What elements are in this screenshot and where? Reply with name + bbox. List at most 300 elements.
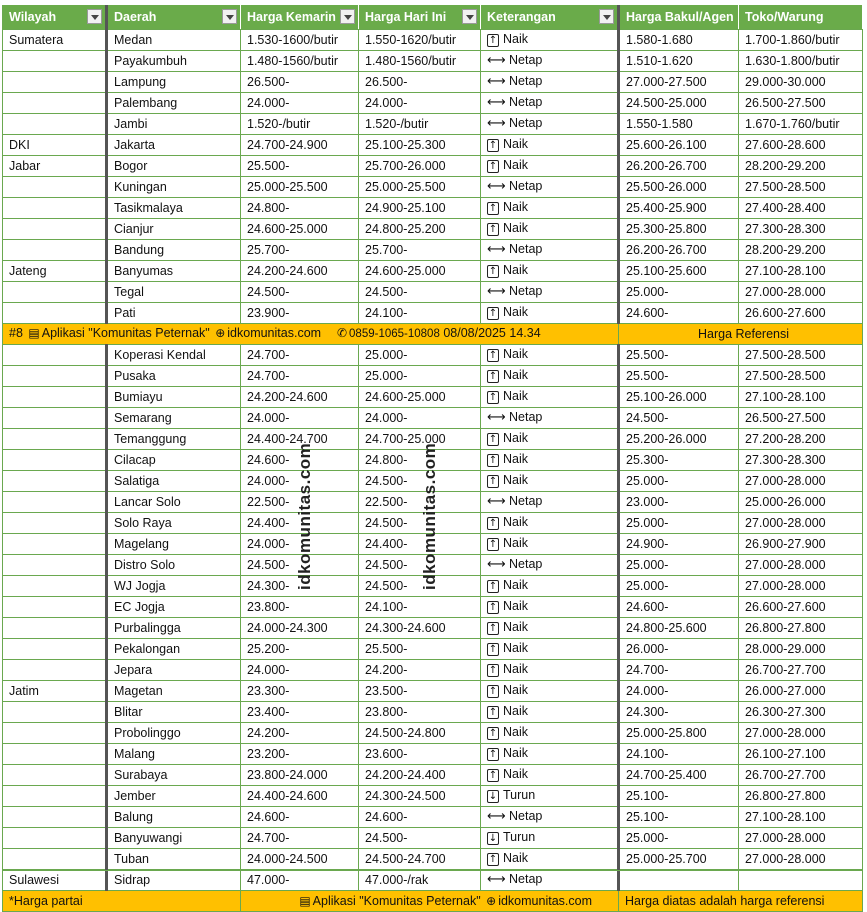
cell-daerah: Tuban [107,849,241,870]
column-header-wilayah[interactable]: Wilayah [3,5,107,30]
cell-keterangan [481,534,619,555]
cell-harga-agen: 1.550-1.580 [619,114,739,135]
table-row [3,681,863,702]
cell-daerah: Jakarta [107,135,241,156]
cell-keterangan [481,135,619,156]
left-right-arrow-icon: ⟷ [487,871,506,887]
cell-harga-hari-ini: 1.480-1560/butir [359,51,481,72]
cell-harga-hari-ini: 24.500- [359,513,481,534]
cell-harga-kemarin: 24.700- [241,345,359,366]
banner-number: #8 [9,326,23,340]
cell-harga-kemarin: 24.000- [241,408,359,429]
cell-keterangan [481,681,619,702]
watermark-right: idkomunitas.com [420,442,439,590]
cell-harga-agen: 25.200-26.000 [619,429,739,450]
table-row [3,156,863,177]
column-header-harga-kemarin[interactable]: Harga Kemarin [241,5,359,30]
cell-toko-warung: 27.100-28.100 [739,807,863,828]
up-arrow-icon: ↑ [488,265,498,277]
cell-daerah: Solo Raya [107,513,241,534]
cell-harga-hari-ini: 24.500-24.800 [359,723,481,744]
cell-harga-agen: 26.200-26.700 [619,240,739,261]
cell-harga-agen: 24.700-25.400 [619,765,739,786]
up-arrow-icon: ↑ [488,769,498,781]
cell-keterangan [481,387,619,408]
status-text: Netap [509,557,543,572]
status-text: Naik [503,263,529,278]
cell-daerah: Cianjur [107,219,241,240]
left-right-arrow-icon: ⟷ [487,178,506,194]
cell-harga-agen: 25.300- [619,450,739,471]
cell-harga-agen: 25.100-25.600 [619,261,739,282]
cell-wilayah [3,744,107,765]
cell-daerah: Magetan [107,681,241,702]
cell-harga-hari-ini: 1.520-/butir [359,114,481,135]
cell-harga-hari-ini: 24.900-25.100 [359,198,481,219]
cell-harga-hari-ini: 23.500- [359,681,481,702]
cell-toko-warung: 26.800-27.800 [739,618,863,639]
status-text: Naik [503,368,529,383]
cell-daerah: Banyuwangi [107,828,241,849]
cell-keterangan [481,492,619,513]
cell-daerah: Distro Solo [107,555,241,576]
cell-wilayah: Sulawesi [3,870,107,891]
down-arrow-icon: ↓ [488,790,498,802]
cell-wilayah: Jatim [3,681,107,702]
cell-wilayah [3,786,107,807]
cell-daerah: Pusaka [107,366,241,387]
cell-daerah: Surabaya [107,765,241,786]
cell-harga-agen: 25.000- [619,471,739,492]
table-row [3,30,863,51]
cell-harga-hari-ini: 25.700- [359,240,481,261]
cell-harga-agen: 25.100- [619,807,739,828]
status-text: Naik [503,536,529,551]
filter-dropdown-icon[interactable] [87,9,102,24]
cell-harga-hari-ini: 24.200-24.400 [359,765,481,786]
cell-keterangan [481,429,619,450]
cell-harga-kemarin: 23.800- [241,597,359,618]
status-text: Netap [509,809,543,824]
cell-daerah: Banyumas [107,261,241,282]
up-arrow-icon: ↑ [488,454,498,466]
cell-daerah: Bumiayu [107,387,241,408]
up-arrow-icon: ↑ [488,685,498,697]
cell-wilayah [3,513,107,534]
status-text: Netap [509,53,543,68]
status-text: Turun [503,830,536,845]
cell-keterangan [481,240,619,261]
cell-daerah: Sidrap [107,870,241,891]
up-arrow-icon: ↑ [488,853,498,865]
cell-harga-hari-ini: 1.550-1620/butir [359,30,481,51]
cell-harga-kemarin: 24.600- [241,450,359,471]
table-row [3,660,863,681]
cell-keterangan [481,345,619,366]
cell-daerah: Palembang [107,93,241,114]
left-right-arrow-icon: ⟷ [487,493,506,509]
banner-app: Aplikasi "Komunitas Peternak" [41,326,210,340]
cell-wilayah [3,597,107,618]
cell-toko-warung: 27.000-28.000 [739,828,863,849]
table-row [3,702,863,723]
table-row [3,849,863,870]
cell-harga-kemarin: 23.400- [241,702,359,723]
cell-toko-warung: 26.500-27.500 [739,93,863,114]
status-text: Naik [503,578,529,593]
cell-keterangan [481,72,619,93]
banner-site: idkomunitas.com [227,326,322,340]
column-header-keterangan[interactable]: Keterangan [481,5,619,30]
cell-keterangan [481,786,619,807]
table-row [3,198,863,219]
cell-toko-warung: 26.600-27.600 [739,303,863,324]
cell-wilayah [3,660,107,681]
status-text: Naik [503,515,529,530]
cell-toko-warung: 1.670-1.760/butir [739,114,863,135]
filter-dropdown-icon[interactable] [462,9,477,24]
status-text: Naik [503,851,529,866]
cell-harga-kemarin: 24.400-24.700 [241,429,359,450]
cell-wilayah [3,282,107,303]
banner-row [3,324,863,345]
cell-keterangan [481,303,619,324]
footer-app: Aplikasi "Komunitas Peternak" [312,893,481,908]
table-row [3,303,863,324]
up-arrow-icon: ↑ [488,475,498,487]
cell-wilayah [3,198,107,219]
cell-daerah: Salatiga [107,471,241,492]
up-arrow-icon: ↑ [488,160,498,172]
filter-dropdown-icon[interactable] [222,9,237,24]
banner-datetime: 08/08/2025 14.34 [443,326,541,340]
cell-keterangan [481,471,619,492]
cell-harga-hari-ini: 24.600-25.000 [359,261,481,282]
cell-harga-agen: 25.300-25.800 [619,219,739,240]
cell-wilayah [3,303,107,324]
footer-section [3,891,863,912]
cell-keterangan [481,282,619,303]
status-text: Naik [503,473,529,488]
cell-wilayah [3,93,107,114]
cell-harga-kemarin: 24.700- [241,366,359,387]
cell-harga-agen: 25.000- [619,828,739,849]
cell-harga-kemarin: 23.300- [241,681,359,702]
cell-toko-warung: 27.000-28.000 [739,723,863,744]
cell-keterangan [481,849,619,870]
cell-toko-warung: 27.500-28.500 [739,177,863,198]
status-text: Naik [503,704,529,719]
cell-harga-kemarin: 24.000- [241,534,359,555]
up-arrow-icon: ↑ [488,538,498,550]
up-arrow-icon: ↑ [488,223,498,235]
cell-toko-warung: 27.000-28.000 [739,555,863,576]
cell-wilayah [3,492,107,513]
cell-harga-kemarin: 23.900- [241,303,359,324]
cell-wilayah [3,807,107,828]
cell-toko-warung: 26.800-27.800 [739,786,863,807]
cell-harga-agen: 24.600- [619,303,739,324]
footer-site: idkomunitas.com [498,893,592,908]
table-row [3,618,863,639]
status-text: Netap [509,872,543,887]
status-text: Netap [509,95,543,110]
cell-daerah: Pati [107,303,241,324]
cell-harga-hari-ini: 24.600- [359,807,481,828]
cell-harga-kemarin: 22.500- [241,492,359,513]
cell-wilayah [3,366,107,387]
cell-keterangan [481,702,619,723]
table-row [3,870,863,891]
status-text: Netap [509,179,543,194]
cell-toko-warung: 1.630-1.800/butir [739,51,863,72]
up-arrow-icon: ↑ [488,517,498,529]
cell-harga-kemarin: 24.700- [241,828,359,849]
status-text: Netap [509,74,543,89]
up-arrow-icon: ↑ [488,34,498,46]
cell-daerah: Magelang [107,534,241,555]
cell-wilayah [3,450,107,471]
cell-harga-hari-ini: 23.800- [359,702,481,723]
up-arrow-icon: ↑ [488,370,498,382]
cell-keterangan [481,828,619,849]
up-arrow-icon: ↑ [488,433,498,445]
cell-toko-warung: 26.900-27.900 [739,534,863,555]
cell-daerah: Jambi [107,114,241,135]
cell-daerah: EC Jogja [107,597,241,618]
up-arrow-icon: ↑ [488,664,498,676]
cell-keterangan [481,261,619,282]
column-header-daerah[interactable]: Daerah [107,5,241,30]
up-arrow-icon: ↑ [488,643,498,655]
banner-phone: 0859-1065-10808 [349,328,440,340]
cell-wilayah [3,408,107,429]
cell-harga-agen: 26.200-26.700 [619,156,739,177]
table-row [3,114,863,135]
cell-harga-agen: 25.500- [619,345,739,366]
cell-harga-agen: 24.900- [619,534,739,555]
cell-harga-agen: 25.000- [619,576,739,597]
table-row [3,744,863,765]
cell-daerah: Blitar [107,702,241,723]
table-row [3,177,863,198]
cell-harga-agen: 24.300- [619,702,739,723]
cell-harga-agen: 24.500-25.000 [619,93,739,114]
cell-wilayah [3,387,107,408]
table-row [3,639,863,660]
cell-daerah: Malang [107,744,241,765]
cell-wilayah [3,51,107,72]
cell-harga-hari-ini: 24.700-25.000 [359,429,481,450]
cell-harga-kemarin: 24.400-24.600 [241,786,359,807]
cell-keterangan [481,93,619,114]
cell-toko-warung [739,870,863,891]
cell-keterangan [481,177,619,198]
cell-harga-agen: 25.600-26.100 [619,135,739,156]
status-text: Naik [503,137,529,152]
status-text: Turun [503,788,536,803]
cell-wilayah [3,240,107,261]
status-text: Naik [503,662,529,677]
cell-harga-kemarin: 24.600-25.000 [241,219,359,240]
cell-keterangan [481,219,619,240]
cell-toko-warung: 26.300-27.300 [739,702,863,723]
column-header-harga-bakul-agen: Harga Bakul/Agen [619,5,739,30]
cell-harga-kemarin: 26.500- [241,72,359,93]
table-row [3,135,863,156]
status-text: Naik [503,158,529,173]
cell-keterangan [481,198,619,219]
table-row [3,786,863,807]
cell-toko-warung: 27.300-28.300 [739,219,863,240]
cell-harga-agen [619,870,739,891]
cell-daerah: Medan [107,30,241,51]
cell-harga-hari-ini: 25.100-25.300 [359,135,481,156]
cell-toko-warung: 25.000-26.000 [739,492,863,513]
cell-harga-agen: 25.400-25.900 [619,198,739,219]
table-row [3,345,863,366]
cell-keterangan [481,450,619,471]
cell-harga-kemarin: 24.000- [241,660,359,681]
cell-harga-hari-ini: 24.500-24.700 [359,849,481,870]
cell-wilayah [3,345,107,366]
table-row [3,219,863,240]
cell-harga-kemarin: 24.400- [241,513,359,534]
table-row [3,828,863,849]
cell-daerah: Koperasi Kendal [107,345,241,366]
cell-harga-hari-ini: 24.500- [359,828,481,849]
cell-wilayah: DKI [3,135,107,156]
cell-harga-kemarin: 24.600- [241,807,359,828]
cell-keterangan [481,744,619,765]
cell-toko-warung: 27.000-28.000 [739,471,863,492]
cell-daerah: Probolinggo [107,723,241,744]
left-right-arrow-icon: ⟷ [487,409,506,425]
cell-harga-kemarin: 24.500- [241,555,359,576]
cell-wilayah: Sumatera [3,30,107,51]
cell-harga-kemarin: 1.480-1560/butir [241,51,359,72]
phone-device-icon: ▤ [28,326,40,340]
cell-harga-agen: 24.100- [619,744,739,765]
table-row [3,408,863,429]
cell-harga-agen: 25.000- [619,555,739,576]
filter-dropdown-icon[interactable] [599,9,614,24]
table-row [3,807,863,828]
cell-wilayah [3,114,107,135]
cell-harga-hari-ini: 24.300-24.600 [359,618,481,639]
cell-harga-kemarin: 25.000-25.500 [241,177,359,198]
cell-toko-warung: 27.100-28.100 [739,261,863,282]
cell-harga-kemarin: 24.500- [241,282,359,303]
cell-toko-warung: 27.000-28.000 [739,849,863,870]
table-body-bottom [3,345,863,891]
cell-harga-kemarin: 24.200-24.600 [241,387,359,408]
table-row [3,72,863,93]
left-right-arrow-icon: ⟷ [487,241,506,257]
cell-daerah: Payakumbuh [107,51,241,72]
table-row [3,765,863,786]
globe-icon: ⊕ [486,893,497,908]
status-text: Naik [503,725,529,740]
cell-keterangan [481,30,619,51]
cell-harga-kemarin: 24.800- [241,198,359,219]
cell-harga-agen: 24.000- [619,681,739,702]
cell-harga-hari-ini: 24.300-24.500 [359,786,481,807]
up-arrow-icon: ↑ [488,727,498,739]
cell-harga-hari-ini: 25.000-25.500 [359,177,481,198]
cell-harga-agen: 25.000- [619,513,739,534]
table-row [3,261,863,282]
table-row [3,366,863,387]
cell-toko-warung: 26.600-27.600 [739,597,863,618]
status-text: Naik [503,620,529,635]
footer-note: *Harga partai [3,891,241,912]
status-text: Naik [503,305,529,320]
cell-toko-warung: 27.500-28.500 [739,345,863,366]
table-row [3,93,863,114]
cell-wilayah [3,849,107,870]
left-right-arrow-icon: ⟷ [487,94,506,110]
cell-harga-kemarin: 24.200-24.600 [241,261,359,282]
cell-harga-hari-ini: 25.700-26.000 [359,156,481,177]
cell-keterangan [481,51,619,72]
globe-icon: ⊕ [215,326,226,340]
cell-harga-agen: 27.000-27.500 [619,72,739,93]
up-arrow-icon: ↑ [488,391,498,403]
left-right-arrow-icon: ⟷ [487,73,506,89]
cell-keterangan [481,618,619,639]
banner-info [3,324,619,345]
column-header-toko-warung: Toko/Warung [739,5,863,30]
cell-toko-warung: 28.200-29.200 [739,240,863,261]
cell-harga-hari-ini: 24.100- [359,597,481,618]
cell-harga-hari-ini: 22.500- [359,492,481,513]
cell-daerah: Kuningan [107,177,241,198]
cell-harga-hari-ini: 24.000- [359,408,481,429]
cell-harga-kemarin: 47.000- [241,870,359,891]
column-header-harga-hari-ini[interactable]: Harga Hari Ini [359,5,481,30]
cell-harga-hari-ini: 24.400- [359,534,481,555]
cell-wilayah [3,702,107,723]
cell-toko-warung: 27.100-28.100 [739,387,863,408]
cell-harga-hari-ini: 24.500- [359,555,481,576]
cell-harga-hari-ini: 25.000- [359,345,481,366]
cell-daerah: Lancar Solo [107,492,241,513]
cell-toko-warung: 28.200-29.200 [739,156,863,177]
up-arrow-icon: ↑ [488,706,498,718]
up-arrow-icon: ↑ [488,748,498,760]
status-text: Naik [503,221,529,236]
cell-harga-agen: 26.000- [619,639,739,660]
down-arrow-icon: ↓ [488,832,498,844]
cell-keterangan [481,513,619,534]
cell-wilayah [3,471,107,492]
cell-keterangan [481,597,619,618]
cell-harga-hari-ini: 24.800- [359,450,481,471]
cell-toko-warung: 27.200-28.200 [739,429,863,450]
cell-harga-hari-ini: 24.000- [359,93,481,114]
cell-harga-kemarin: 24.200- [241,723,359,744]
filter-dropdown-icon[interactable] [340,9,355,24]
status-text: Naik [503,746,529,761]
cell-harga-hari-ini: 25.500- [359,639,481,660]
table-row [3,282,863,303]
table-row [3,240,863,261]
cell-toko-warung: 27.000-28.000 [739,513,863,534]
cell-harga-kemarin: 23.200- [241,744,359,765]
status-text: Naik [503,599,529,614]
table-body-top [3,30,863,324]
